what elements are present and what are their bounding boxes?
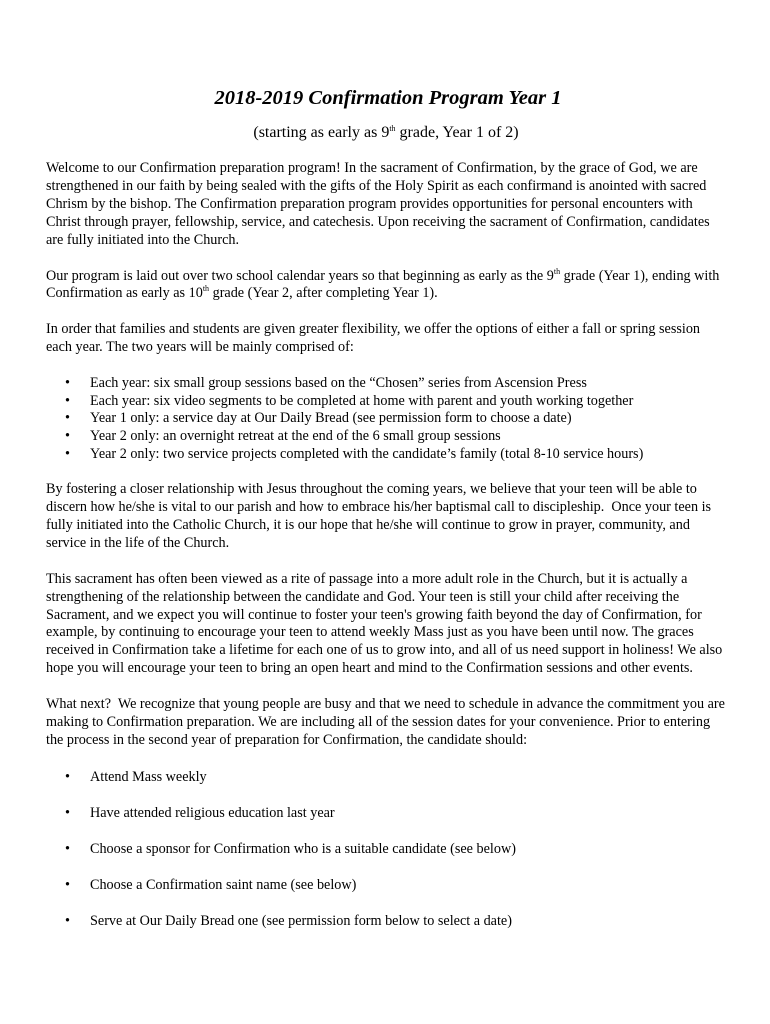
list-item <box>46 446 726 464</box>
intro-paragraph: Welcome to our Confirmation preparation program! In the sacrament of Confirmation, by the grace of God, we are strengthened in our faith by being sealed with the gifts of the Holy Spirit as each confirmand is anointed with sacred Chrism by the bishop. The Confirmation preparation program provides opportunities for personal encounters with Christ through prayer, fellowship, service, and catechesis. Upon receiving the sacrament of Confirmation, candidates are fully initiated into the Church. <box>46 160 710 248</box>
fostering-paragraph: By fostering a closer relationship with Jesus throughout the coming years, we believe that your teen will be able to discern how he/she is vital to our parish and how to embrace his/her baptismal call to discipleship. Once your teen is fully initiated into the Catholic Church, it is our hope that he/she will continue to grow in prayer, community, and service in the life of the Church. <box>46 481 712 551</box>
bullet-icon: • <box>65 804 70 821</box>
document-title: 2018-2019 Confirmation Program Year 1 <box>214 87 562 109</box>
flexibility-paragraph: In order that families and students are given greater flexibility, we offer the options of either a fall or spring session each year. The two years will be mainly comprised of: <box>46 321 701 356</box>
list-item-text: Each year: six small group sessions based on the “Chosen” series from Ascension Press <box>90 375 587 392</box>
list-item <box>46 428 726 446</box>
components-list <box>46 375 726 463</box>
bullet-icon: • <box>65 410 70 427</box>
list-item <box>46 912 726 930</box>
list-item <box>46 393 726 411</box>
requirements-list <box>46 768 726 930</box>
bullet-icon: • <box>65 840 70 857</box>
list-item <box>46 876 726 894</box>
list-item <box>46 804 726 822</box>
subtitle-superscript: th <box>389 124 396 133</box>
list-item <box>46 768 726 786</box>
bullet-icon: • <box>65 768 70 785</box>
list-item-text: Year 2 only: an overnight retreat at the end of the 6 small group sessions <box>90 427 501 444</box>
list-item-text: Choose a sponsor for Confirmation who is a suitable candidate (see below) <box>90 840 516 857</box>
bullet-icon: • <box>65 445 70 462</box>
list-item-text: Each year: six video segments to be completed at home with parent and youth working together <box>90 392 634 409</box>
bullet-icon: • <box>65 876 70 893</box>
subtitle-text-after: grade, Year 1 of 2) <box>395 124 519 141</box>
program-paragraph <box>46 268 726 304</box>
document-subtitle <box>46 123 726 143</box>
list-item <box>46 375 726 393</box>
list-item-text: Serve at Our Daily Bread one (see permission form below to select a date) <box>90 912 512 929</box>
what-next-paragraph: What next? We recognize that young people are busy and that we need to schedule in advance the commitment you are making to Confirmation preparation. We are including all of the session dates for your convenience. Prior to entering the process in the second year of preparation for Confirmation, the candidate should: <box>46 696 725 748</box>
program-superscript-1: th <box>553 266 561 276</box>
bullet-icon: • <box>65 427 70 444</box>
list-item <box>46 410 726 428</box>
bullet-icon: • <box>65 912 70 929</box>
list-item-text: Have attended religious education last year <box>90 804 335 821</box>
program-text-2: grade (Year 1), ending with Confirmation as early as 10 <box>46 267 720 302</box>
program-text-3: grade (Year 2, after completing Year 1). <box>209 285 438 302</box>
subtitle-text-before: (starting as early as 9 <box>253 124 390 141</box>
list-item-text: Choose a Confirmation saint name (see below) <box>90 876 357 893</box>
program-superscript-2: th <box>202 284 210 294</box>
list-item-text: Attend Mass weekly <box>90 768 207 785</box>
document-page <box>46 84 726 948</box>
list-item-text: Year 2 only: two service projects completed with the candidate’s family (total 8-10 service hours) <box>90 445 644 462</box>
program-text-1: Our program is laid out over two school calendar years so that beginning as early as the 9 <box>46 267 554 284</box>
bullet-icon: • <box>65 392 70 409</box>
sacrament-paragraph: This sacrament has often been viewed as a rite of passage into a more adult role in the Church, but it is actually a strengthening of the relationship between the candidate and God. Your teen is still your child after receiving the Sacrament, and we expect you will continue to foster your teen's growing faith beyond the day of Confirmation, for example, by continuing to encourage your teen to attend weekly Mass just as you have been until now. The graces received in Confirmation take a lifetime for each one of us to grow into, and all of us need support in holiness! We also hope you will encourage your teen to bring an open heart and mind to the Confirmation sessions and other events. <box>46 570 723 677</box>
list-item-text: Year 1 only: a service day at Our Daily Bread (see permission form to choose a date) <box>90 410 572 427</box>
bullet-icon: • <box>65 375 70 392</box>
list-item <box>46 840 726 858</box>
